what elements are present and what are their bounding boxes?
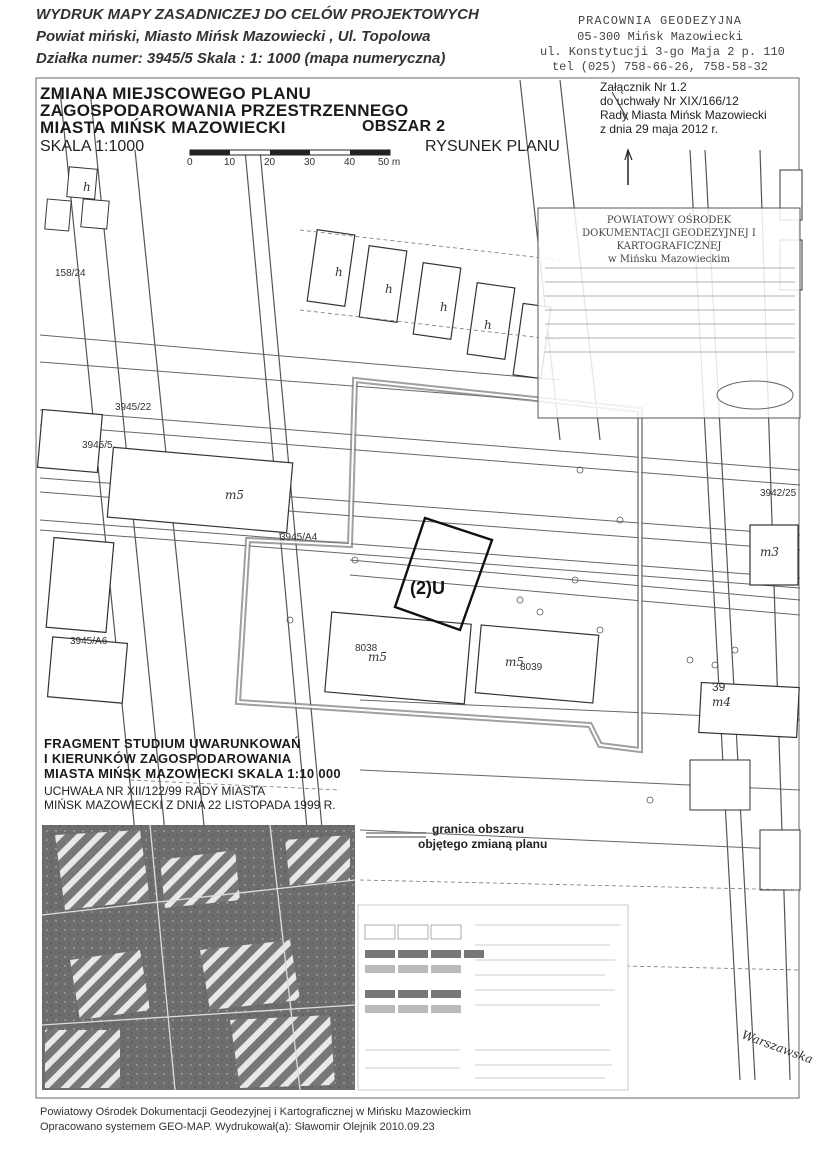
scale-tick: 0	[187, 157, 193, 168]
header-line-2: Powiat miński, Miasto Mińsk Mazowiecki , Ul. Topolowa	[36, 28, 431, 45]
plan-area: OBSZAR 2	[362, 118, 446, 135]
building-label: m5	[368, 650, 388, 664]
office-city: 05-300 Mińsk Mazowiecki	[577, 30, 743, 44]
plan-title-line-2: ZAGOSPODAROWANIA PRZESTRZENNEGO	[40, 101, 409, 120]
garage-label: h	[440, 300, 448, 314]
building-label: m4	[712, 695, 732, 709]
scale-tick: 20	[264, 157, 276, 168]
parcel-label: 8039	[520, 662, 543, 673]
header-line-3: Działka numer: 3945/5 Skala : 1: 1000 (mapa numeryczna)	[36, 50, 446, 67]
parcel-label: 3945/22	[115, 402, 152, 413]
parcel-label: 3945/A6	[70, 636, 108, 647]
office-phone: tel (025) 758-66-26, 758-58-32	[551, 60, 769, 74]
parcel-label: 3942/25	[760, 488, 797, 499]
footer-line-1: Powiatowy Ośrodek Dokumentacji Geodezyjnej i Kartograficznej w Mińsku Mazowieckim	[40, 1106, 471, 1118]
parcel-label: 158/24	[55, 268, 86, 279]
footer-line-2: Opracowano systemem GEO-MAP. Wydrukował(a): Sławomir Olejnik 2010.09.23	[40, 1121, 435, 1133]
office-name: PRACOWNIA GEODEZYJNA	[577, 14, 743, 28]
parcel-label: 39	[712, 680, 726, 694]
zone-label: (2)U	[410, 578, 445, 598]
geodesy-stamp	[540, 214, 798, 266]
scale-tick: 30	[304, 157, 316, 168]
building-label: m5	[225, 488, 245, 502]
parcel-label: 3945/A4	[280, 532, 318, 543]
drawing-label: RYSUNEK PLANU	[425, 138, 560, 155]
stamp-line-1: POWIATOWY OŚRODEK	[606, 215, 732, 226]
building-label: m3	[760, 545, 780, 559]
legend-line-2: objętego zmianą planu	[418, 837, 548, 851]
garage-label: h	[83, 180, 91, 194]
attachment-line-4: z dnia 29 maja 2012 r.	[600, 122, 719, 136]
building-label: m5	[505, 655, 525, 669]
stamp-line-3: w Mińsku Mazowieckim	[608, 254, 730, 265]
study-line-2: I KIERUNKÓW ZAGOSPODAROWANIA	[44, 751, 292, 766]
attachment-line-1: Załącznik Nr 1.2	[600, 80, 687, 94]
study-line-1: FRAGMENT STUDIUM UWARUNKOWAŃ	[44, 736, 301, 751]
parcel-label: 3945/5	[82, 440, 113, 451]
scale-tick: 10	[224, 157, 236, 168]
scale-tick: 50 m	[378, 157, 401, 168]
garage-label: h	[335, 265, 343, 279]
header-line-1: WYDRUK MAPY ZASADNICZEJ DO CELÓW PROJEKTOWYCH	[36, 6, 479, 23]
study-line-5: MIŃSK MAZOWIECKI Z DNIA 22 LISTOPADA 1999 R.	[44, 798, 336, 812]
garage-label: h	[385, 282, 393, 296]
parcel-label: 8038	[355, 643, 378, 654]
plan-scale: SKALA 1:1000	[40, 138, 145, 155]
attachment-line-3: Rady Miasta Mińsk Mazowiecki	[600, 108, 767, 122]
study-line-4: UCHWAŁA NR XII/122/99 RADY MIASTA	[44, 784, 266, 798]
garage-label: h	[484, 318, 492, 332]
study-line-3: MIASTA MIŃSK MAZOWIECKI SKALA 1:10 000	[44, 766, 341, 781]
attachment-line-2: do uchwały Nr XIX/166/12	[600, 94, 739, 108]
plan-title-line-1: ZMIANA MIEJSCOWEGO PLANU	[40, 84, 312, 103]
office-street: ul. Konstytucji 3-go Maja 2 p. 110	[540, 45, 785, 59]
legend-line-1: granica obszaru	[432, 822, 525, 836]
street-label: Warszawska	[739, 1027, 815, 1067]
stamp-line-2: DOKUMENTACJI GEODEZYJNEJ I KARTOGRAFICZNEJ	[582, 228, 756, 252]
scale-tick: 40	[344, 157, 356, 168]
plan-title-line-3: MIASTA MIŃSK MAZOWIECKI	[40, 118, 286, 137]
